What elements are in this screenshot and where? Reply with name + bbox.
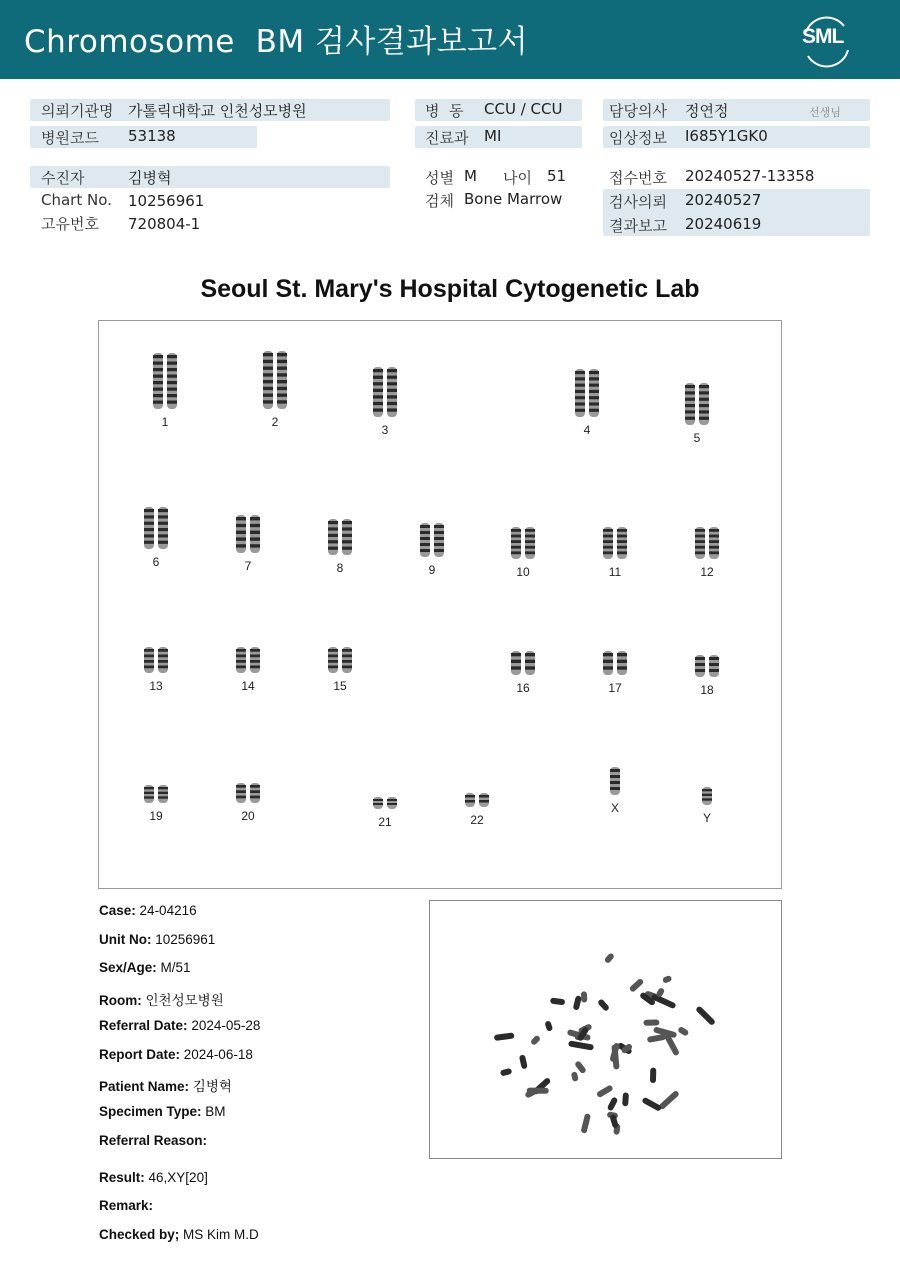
chromosome-pair-11 — [585, 499, 645, 579]
patient-value: 김병혁 — [128, 169, 172, 187]
chromosome-label: 22 — [470, 813, 484, 827]
chromosome-label: 11 — [608, 565, 622, 579]
chromosome-pair-17 — [585, 615, 645, 695]
sex-value: M — [464, 167, 477, 185]
age-value: 51 — [547, 167, 567, 185]
spec-line: Specimen Type: BM — [99, 1104, 226, 1119]
chromosome-pair-x — [585, 735, 645, 815]
pname-line: Patient Name: 김병혁 — [99, 1079, 232, 1094]
refdate-line: Referral Date: 2024-05-28 — [99, 1018, 261, 1033]
clinical-label: 임상정보 — [609, 129, 667, 147]
spread-chromosome — [695, 1005, 716, 1026]
reason-line: Referral Reason: — [99, 1133, 208, 1148]
case-line: Case: 24-04216 — [99, 903, 197, 918]
patient-label: 수진자 — [41, 169, 85, 187]
spread-chromosome — [568, 1040, 594, 1050]
specimen-label: 검체 — [425, 192, 454, 210]
chromosome-pair-21 — [355, 749, 415, 829]
sexage-value: M/51 — [160, 960, 191, 975]
chromosome-label: X — [610, 801, 619, 815]
chromosome-label: 13 — [149, 679, 163, 693]
checked-line: Checked by; MS Kim M.D — [99, 1227, 259, 1242]
chromosome-pair-9 — [402, 497, 462, 577]
chromosome-label: 8 — [336, 561, 344, 575]
sex-label: 성별 — [425, 169, 454, 187]
chromosome-pair-20 — [218, 743, 278, 823]
spread-chromosome — [622, 1092, 629, 1106]
spread-chromosome — [573, 995, 582, 1010]
chart-label: Chart No. — [41, 191, 112, 209]
chromosome-label: 9 — [428, 563, 436, 577]
refdate-value: 2024-05-28 — [191, 1018, 261, 1033]
spread-chromosome — [494, 1032, 515, 1041]
chromosome-pair-6 — [126, 489, 186, 569]
chromosome-label: 5 — [693, 431, 701, 445]
result-line: Result: 46,XY[20] — [99, 1170, 208, 1185]
spread-chromosome — [597, 998, 610, 1012]
spread-chromosome — [581, 991, 587, 1002]
spread-chromosome — [580, 1113, 591, 1134]
chromosome-label: 2 — [271, 415, 279, 429]
repdate-value: 2024-06-18 — [183, 1047, 253, 1062]
chromosome-pair-19 — [126, 743, 186, 823]
chromosome-label: 14 — [241, 679, 255, 693]
room-line: Room: 인천성모병원 — [99, 993, 224, 1008]
chromosome-pair-y — [677, 745, 737, 825]
spread-chromosome — [519, 1054, 528, 1069]
report-date-label: 결과보고 — [609, 217, 667, 235]
sml-logo — [796, 12, 856, 68]
pname-value: 김병혁 — [192, 1079, 232, 1094]
spread-chromosome — [607, 1096, 619, 1111]
doctor-suffix: 선생님 — [809, 106, 841, 119]
spread-chromosome — [604, 952, 615, 964]
metaphase-spread-image — [429, 900, 782, 1159]
spread-chromosome — [677, 1026, 689, 1037]
spread-chromosome — [550, 998, 565, 1006]
chromosome-pair-15 — [310, 613, 370, 693]
chromosome-pair-14 — [218, 613, 278, 693]
spread-chromosome — [500, 1068, 513, 1077]
chromosome-label: 21 — [378, 815, 392, 829]
age-label: 나이 — [503, 169, 532, 187]
chromosome-label: 20 — [241, 809, 255, 823]
spread-chromosome — [574, 1060, 587, 1074]
result-value: 46,XY[20] — [148, 1170, 208, 1185]
spread-chromosome — [641, 1097, 662, 1112]
karyogram-panel — [98, 320, 782, 889]
lab-title: Seoul St. Mary's Hospital Cytogenetic Lab — [200, 275, 700, 303]
ward-value: CCU / CCU — [484, 100, 563, 118]
chromosome-label: 1 — [161, 415, 169, 429]
chromosome-label: 12 — [700, 565, 714, 579]
report-header — [0, 0, 900, 79]
spread-chromosome — [662, 975, 673, 984]
chromosome-label: 19 — [149, 809, 163, 823]
room-value: 인천성모병원 — [145, 993, 224, 1008]
unique-label: 고유번호 — [41, 215, 99, 233]
chart-value: 10256961 — [128, 192, 205, 210]
chromosome-pair-13 — [126, 613, 186, 693]
chromosome-label: 4 — [583, 423, 591, 437]
chromosome-label: 6 — [152, 555, 160, 569]
client-label: 의뢰기관명 — [41, 102, 114, 120]
chromosome-label: 10 — [516, 565, 530, 579]
sexage-line: Sex/Age: M/51 — [99, 960, 191, 975]
spread-chromosome — [544, 1020, 553, 1032]
chromosome-pair-4 — [557, 357, 617, 437]
specimen-value: Bone Marrow — [464, 190, 563, 208]
remark-line: Remark: — [99, 1198, 154, 1213]
report-title: Chromosome BM 검사결과보고서 — [24, 24, 529, 60]
spread-chromosome — [658, 1090, 680, 1111]
case-value: 24-04216 — [139, 903, 197, 918]
chromosome-pair-3 — [355, 357, 415, 437]
chromosome-label: 18 — [700, 683, 714, 697]
spread-chromosome — [596, 1084, 614, 1098]
dept-label: 진료과 — [425, 129, 469, 147]
chromosome-pair-5 — [667, 365, 727, 445]
unit-line: Unit No: 10256961 — [99, 932, 216, 947]
checked-value: MS Kim M.D — [183, 1227, 259, 1242]
client-value: 가톨릭대학교 인천성모병원 — [128, 102, 307, 120]
request-value: 20240527 — [685, 191, 762, 209]
chromosome-label: 17 — [608, 681, 622, 695]
hospcode-value: 53138 — [128, 127, 176, 145]
chromosome-pair-8 — [310, 495, 370, 575]
clinical-value: I685Y1GK0 — [685, 127, 768, 145]
chromosome-pair-1 — [135, 349, 195, 429]
logo-text: SML — [802, 25, 844, 48]
chromosome-label: 16 — [516, 681, 530, 695]
chromosome-pair-22 — [447, 747, 507, 827]
spread-chromosome — [647, 1034, 666, 1043]
chromosome-pair-18 — [677, 617, 737, 697]
spread-chromosome — [629, 978, 645, 993]
doctor-label: 담당의사 — [609, 102, 667, 120]
chromosome-pair-2 — [245, 349, 305, 429]
chromosome-pair-7 — [218, 493, 278, 573]
repdate-line: Report Date: 2024-06-18 — [99, 1047, 253, 1062]
chromosome-label: 15 — [333, 679, 347, 693]
spec-value: BM — [205, 1104, 226, 1119]
chromosome-label: 3 — [381, 423, 389, 437]
hospcode-label: 병원코드 — [41, 129, 99, 147]
chromosome-pair-10 — [493, 499, 553, 579]
receipt-value: 20240527-13358 — [685, 167, 815, 185]
chromosome-label: Y — [702, 811, 711, 825]
chromosome-pair-12 — [677, 499, 737, 579]
spread-chromosome — [643, 1020, 659, 1026]
dept-value: MI — [484, 127, 502, 145]
spread-chromosome — [571, 1071, 579, 1082]
doctor-value: 정연정 — [685, 102, 729, 120]
chromosome-label: 7 — [244, 559, 252, 573]
ward-label: 병 동 — [425, 102, 464, 120]
chromosome-pair-16 — [493, 615, 553, 695]
receipt-label: 접수번호 — [609, 169, 667, 187]
report-date-value: 20240619 — [685, 215, 762, 233]
unique-value: 720804-1 — [128, 215, 201, 233]
request-label: 검사의뢰 — [609, 193, 667, 211]
spread-chromosome — [650, 1068, 656, 1084]
spread-chromosome — [530, 1034, 541, 1045]
unit-value: 10256961 — [155, 932, 216, 947]
